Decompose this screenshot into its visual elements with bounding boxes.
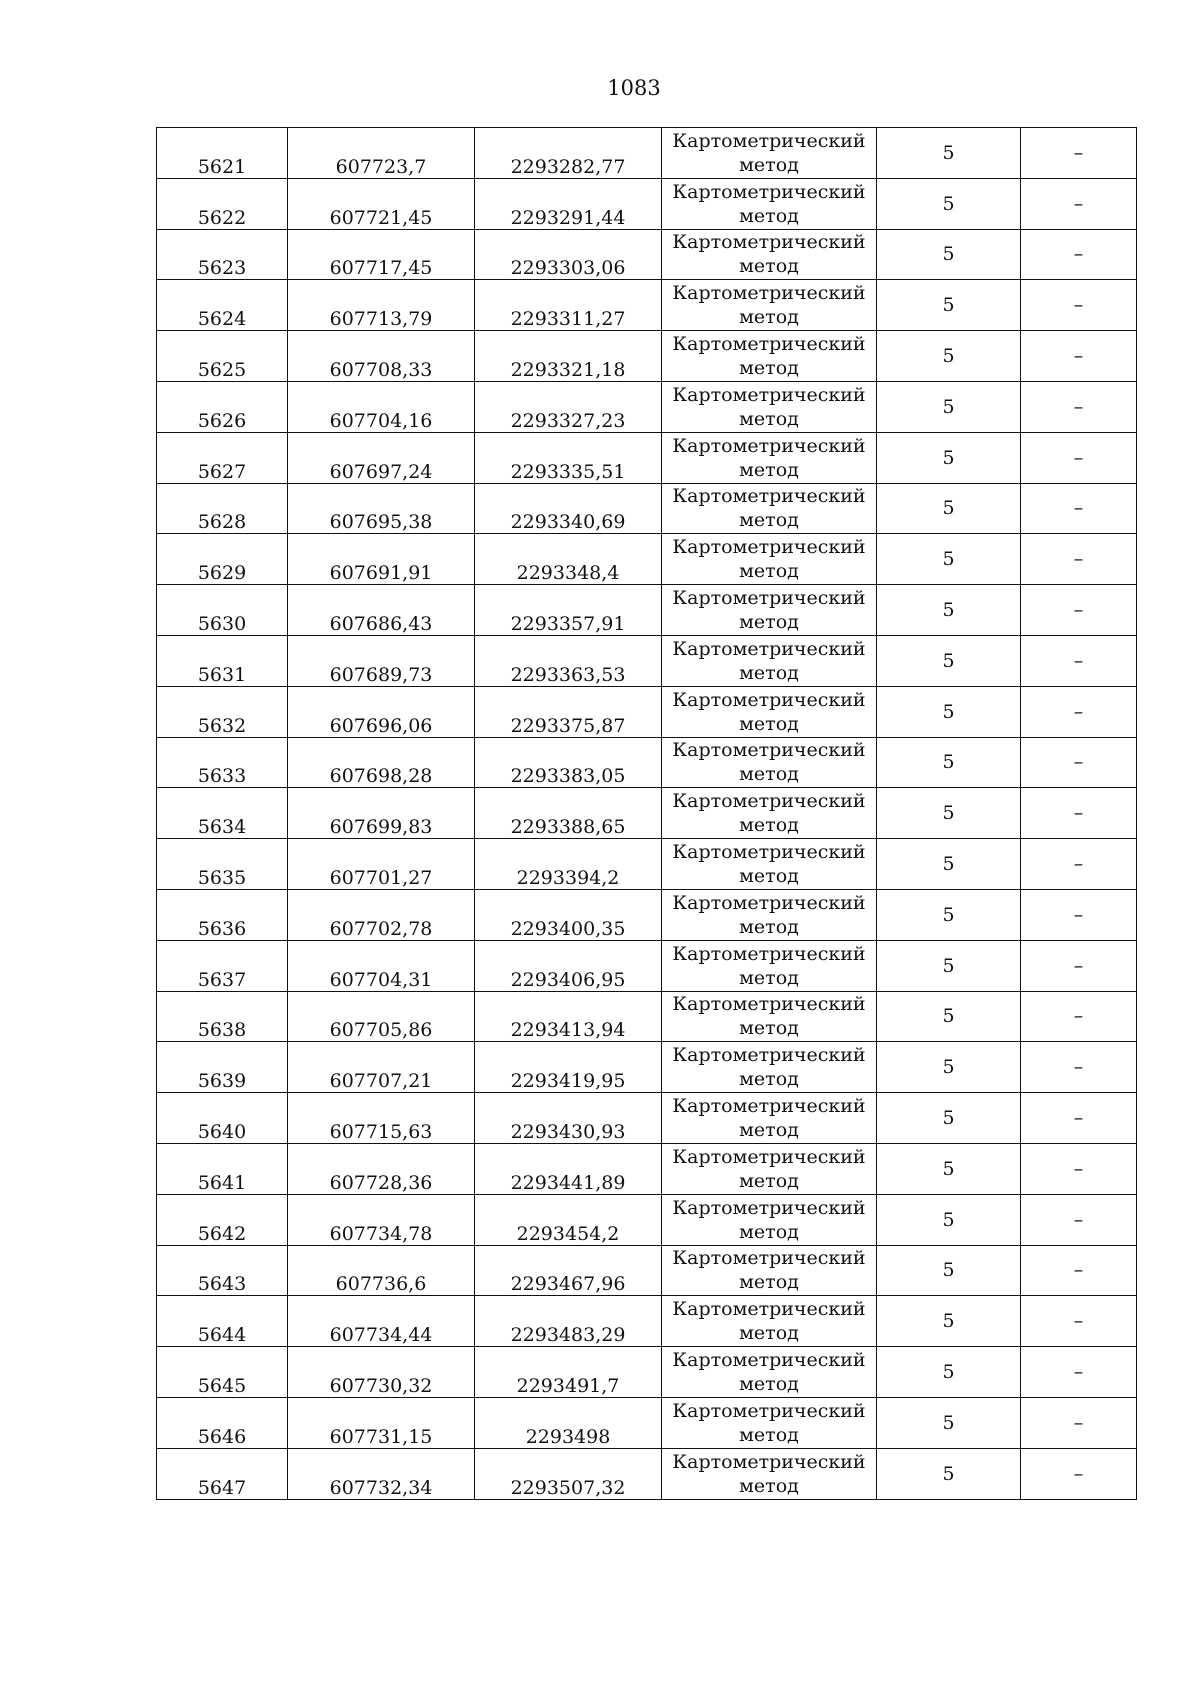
point-number-cell: 5639 [157,1042,288,1093]
note-cell: – [1021,1296,1137,1347]
method-cell [662,331,877,382]
y-coordinate-cell: 2293400,35 [475,889,662,940]
method-line-1: Картометрический [672,1298,866,1321]
x-coordinate-cell: 607736,6 [288,1245,475,1296]
method-line-2: метод [739,865,799,888]
method-line-2: метод [739,153,799,176]
note-cell: – [1021,1448,1137,1499]
method-line-1: Картометрический [672,637,866,660]
accuracy-cell: 5 [877,1397,1021,1448]
point-number-cell: 5640 [157,1093,288,1144]
note-cell: – [1021,1143,1137,1194]
note-cell: – [1021,1042,1137,1093]
method-cell [662,1042,877,1093]
accuracy-cell: 5 [877,381,1021,432]
x-coordinate-cell: 607695,38 [288,483,475,534]
method-cell [662,839,877,890]
table-row [157,483,1137,534]
accuracy-cell: 5 [877,331,1021,382]
accuracy-cell: 5 [877,229,1021,280]
method-line-2: метод [739,357,799,380]
method-line-2: метод [739,1474,799,1497]
note-cell: – [1021,483,1137,534]
method-line-2: метод [739,1423,799,1446]
accuracy-cell: 5 [877,1194,1021,1245]
y-coordinate-cell: 2293291,44 [475,178,662,229]
table-row [157,1143,1137,1194]
method-cell [662,991,877,1042]
accuracy-cell: 5 [877,585,1021,636]
table-row [157,1296,1137,1347]
x-coordinate-cell: 607730,32 [288,1347,475,1398]
x-coordinate-cell: 607705,86 [288,991,475,1042]
point-number-cell: 5638 [157,991,288,1042]
note-cell: – [1021,534,1137,585]
x-coordinate-cell: 607704,16 [288,381,475,432]
accuracy-cell: 5 [877,991,1021,1042]
method-line-1: Картометрический [672,1196,866,1219]
y-coordinate-cell: 2293357,91 [475,585,662,636]
method-line-2: метод [739,1220,799,1243]
table-row [157,889,1137,940]
method-cell [662,483,877,534]
method-line-1: Картометрический [672,180,866,203]
point-number-cell: 5623 [157,229,288,280]
table-row [157,1448,1137,1499]
note-cell: – [1021,432,1137,483]
method-cell [662,686,877,737]
table-row [157,381,1137,432]
y-coordinate-cell: 2293441,89 [475,1143,662,1194]
accuracy-cell: 5 [877,940,1021,991]
method-line-1: Картометрический [672,1145,866,1168]
method-line-1: Картометрический [672,333,866,356]
accuracy-cell: 5 [877,432,1021,483]
table-row [157,737,1137,788]
x-coordinate-cell: 607723,7 [288,128,475,179]
note-cell: – [1021,1347,1137,1398]
point-number-cell: 5635 [157,839,288,890]
x-coordinate-cell: 607691,91 [288,534,475,585]
table-row [157,1093,1137,1144]
x-coordinate-cell: 607696,06 [288,686,475,737]
method-line-2: метод [739,407,799,430]
accuracy-cell: 5 [877,1093,1021,1144]
method-line-1: Картометрический [672,536,866,559]
table-row [157,178,1137,229]
table-row [157,331,1137,382]
note-cell: – [1021,940,1137,991]
method-line-1: Картометрический [672,587,866,610]
method-line-1: Картометрический [672,282,866,305]
method-cell [662,585,877,636]
method-line-2: метод [739,1373,799,1396]
y-coordinate-cell: 2293388,65 [475,788,662,839]
note-cell: – [1021,1194,1137,1245]
accuracy-cell: 5 [877,788,1021,839]
x-coordinate-cell: 607699,83 [288,788,475,839]
accuracy-cell: 5 [877,280,1021,331]
method-line-2: метод [739,915,799,938]
table-row [157,839,1137,890]
y-coordinate-cell: 2293413,94 [475,991,662,1042]
method-line-1: Картометрический [672,790,866,813]
method-line-1: Картометрический [672,1044,866,1067]
note-cell: – [1021,1397,1137,1448]
method-line-2: метод [739,255,799,278]
note-cell: – [1021,788,1137,839]
point-number-cell: 5643 [157,1245,288,1296]
y-coordinate-cell: 2293467,96 [475,1245,662,1296]
x-coordinate-cell: 607734,78 [288,1194,475,1245]
method-line-1: Картометрический [672,1450,866,1473]
accuracy-cell: 5 [877,635,1021,686]
note-cell: – [1021,737,1137,788]
method-line-2: метод [739,458,799,481]
x-coordinate-cell: 607717,45 [288,229,475,280]
method-line-2: метод [739,1119,799,1142]
x-coordinate-cell: 607715,63 [288,1093,475,1144]
method-cell [662,128,877,179]
note-cell: – [1021,1245,1137,1296]
method-line-1: Картометрический [672,485,866,508]
point-number-cell: 5621 [157,128,288,179]
note-cell: – [1021,229,1137,280]
x-coordinate-cell: 607704,31 [288,940,475,991]
method-line-2: метод [739,1271,799,1294]
note-cell: – [1021,128,1137,179]
method-line-1: Картометрический [672,841,866,864]
point-number-cell: 5637 [157,940,288,991]
y-coordinate-cell: 2293348,4 [475,534,662,585]
table-row [157,1042,1137,1093]
method-cell [662,1347,877,1398]
table-row [157,534,1137,585]
y-coordinate-cell: 2293321,18 [475,331,662,382]
accuracy-cell: 5 [877,839,1021,890]
method-line-1: Картометрический [672,1247,866,1270]
method-cell [662,788,877,839]
y-coordinate-cell: 2293282,77 [475,128,662,179]
method-line-1: Картометрический [672,688,866,711]
method-cell [662,432,877,483]
y-coordinate-cell: 2293483,29 [475,1296,662,1347]
method-line-1: Картометрический [672,993,866,1016]
method-cell [662,1245,877,1296]
y-coordinate-cell: 2293363,53 [475,635,662,686]
y-coordinate-cell: 2293327,23 [475,381,662,432]
table-row [157,635,1137,686]
method-line-1: Картометрический [672,739,866,762]
point-number-cell: 5625 [157,331,288,382]
accuracy-cell: 5 [877,178,1021,229]
method-cell [662,280,877,331]
y-coordinate-cell: 2293335,51 [475,432,662,483]
note-cell: – [1021,635,1137,686]
x-coordinate-cell: 607707,21 [288,1042,475,1093]
point-number-cell: 5630 [157,585,288,636]
x-coordinate-cell: 607734,44 [288,1296,475,1347]
method-cell [662,534,877,585]
note-cell: – [1021,889,1137,940]
x-coordinate-cell: 607731,15 [288,1397,475,1448]
x-coordinate-cell: 607732,34 [288,1448,475,1499]
method-cell [662,635,877,686]
point-number-cell: 5629 [157,534,288,585]
method-line-1: Картометрический [672,942,866,965]
method-line-2: метод [739,712,799,735]
y-coordinate-cell: 2293430,93 [475,1093,662,1144]
table-row [157,229,1137,280]
y-coordinate-cell: 2293383,05 [475,737,662,788]
accuracy-cell: 5 [877,1042,1021,1093]
table-row [157,432,1137,483]
point-number-cell: 5633 [157,737,288,788]
note-cell: – [1021,1093,1137,1144]
method-cell [662,1296,877,1347]
accuracy-cell: 5 [877,128,1021,179]
x-coordinate-cell: 607728,36 [288,1143,475,1194]
point-number-cell: 5622 [157,178,288,229]
method-line-2: метод [739,509,799,532]
x-coordinate-cell: 607698,28 [288,737,475,788]
y-coordinate-cell: 2293311,27 [475,280,662,331]
point-number-cell: 5626 [157,381,288,432]
accuracy-cell: 5 [877,1245,1021,1296]
method-line-1: Картометрический [672,1399,866,1422]
point-number-cell: 5634 [157,788,288,839]
method-line-1: Картометрический [672,383,866,406]
accuracy-cell: 5 [877,1296,1021,1347]
note-cell: – [1021,280,1137,331]
table-row [157,686,1137,737]
coordinates-table [156,127,1137,1500]
table-row [157,1245,1137,1296]
note-cell: – [1021,839,1137,890]
method-cell [662,1143,877,1194]
y-coordinate-cell: 2293406,95 [475,940,662,991]
x-coordinate-cell: 607721,45 [288,178,475,229]
method-line-1: Картометрический [672,1095,866,1118]
point-number-cell: 5632 [157,686,288,737]
method-cell [662,889,877,940]
method-line-2: метод [739,1017,799,1040]
table-row [157,1347,1137,1398]
method-line-1: Картометрический [672,434,866,457]
note-cell: – [1021,178,1137,229]
y-coordinate-cell: 2293498 [475,1397,662,1448]
table-row [157,940,1137,991]
x-coordinate-cell: 607708,33 [288,331,475,382]
table-row [157,991,1137,1042]
method-line-2: метод [739,763,799,786]
method-line-2: метод [739,661,799,684]
y-coordinate-cell: 2293394,2 [475,839,662,890]
table-row [157,128,1137,179]
y-coordinate-cell: 2293303,06 [475,229,662,280]
point-number-cell: 5645 [157,1347,288,1398]
method-cell [662,1194,877,1245]
note-cell: – [1021,585,1137,636]
method-line-1: Картометрический [672,891,866,914]
accuracy-cell: 5 [877,534,1021,585]
note-cell: – [1021,991,1137,1042]
point-number-cell: 5644 [157,1296,288,1347]
x-coordinate-cell: 607686,43 [288,585,475,636]
y-coordinate-cell: 2293507,32 [475,1448,662,1499]
method-cell [662,940,877,991]
method-cell [662,1397,877,1448]
x-coordinate-cell: 607702,78 [288,889,475,940]
y-coordinate-cell: 2293340,69 [475,483,662,534]
method-cell [662,737,877,788]
method-line-2: метод [739,1169,799,1192]
note-cell: – [1021,331,1137,382]
method-cell [662,381,877,432]
table-row [157,280,1137,331]
point-number-cell: 5636 [157,889,288,940]
accuracy-cell: 5 [877,1448,1021,1499]
note-cell: – [1021,686,1137,737]
x-coordinate-cell: 607701,27 [288,839,475,890]
x-coordinate-cell: 607697,24 [288,432,475,483]
table-row [157,1194,1137,1245]
point-number-cell: 5627 [157,432,288,483]
method-line-2: метод [739,611,799,634]
method-line-2: метод [739,560,799,583]
table-body [157,128,1137,1500]
accuracy-cell: 5 [877,1347,1021,1398]
x-coordinate-cell: 607713,79 [288,280,475,331]
method-cell [662,178,877,229]
accuracy-cell: 5 [877,889,1021,940]
method-line-2: метод [739,1068,799,1091]
point-number-cell: 5641 [157,1143,288,1194]
accuracy-cell: 5 [877,737,1021,788]
y-coordinate-cell: 2293419,95 [475,1042,662,1093]
accuracy-cell: 5 [877,1143,1021,1194]
point-number-cell: 5642 [157,1194,288,1245]
method-line-1: Картометрический [672,231,866,254]
method-line-1: Картометрический [672,1349,866,1372]
point-number-cell: 5647 [157,1448,288,1499]
point-number-cell: 5646 [157,1397,288,1448]
table-row [157,1397,1137,1448]
y-coordinate-cell: 2293375,87 [475,686,662,737]
y-coordinate-cell: 2293491,7 [475,1347,662,1398]
point-number-cell: 5631 [157,635,288,686]
x-coordinate-cell: 607689,73 [288,635,475,686]
note-cell: – [1021,381,1137,432]
method-line-2: метод [739,1322,799,1345]
method-cell [662,1093,877,1144]
method-cell [662,1448,877,1499]
method-line-2: метод [739,966,799,989]
accuracy-cell: 5 [877,686,1021,737]
method-line-2: метод [739,204,799,227]
page-number: 1083 [607,76,661,100]
point-number-cell: 5628 [157,483,288,534]
table-row [157,585,1137,636]
method-line-2: метод [739,814,799,837]
y-coordinate-cell: 2293454,2 [475,1194,662,1245]
point-number-cell: 5624 [157,280,288,331]
method-line-2: метод [739,306,799,329]
table-row [157,788,1137,839]
method-cell [662,229,877,280]
method-line-1: Картометрический [672,129,866,152]
accuracy-cell: 5 [877,483,1021,534]
